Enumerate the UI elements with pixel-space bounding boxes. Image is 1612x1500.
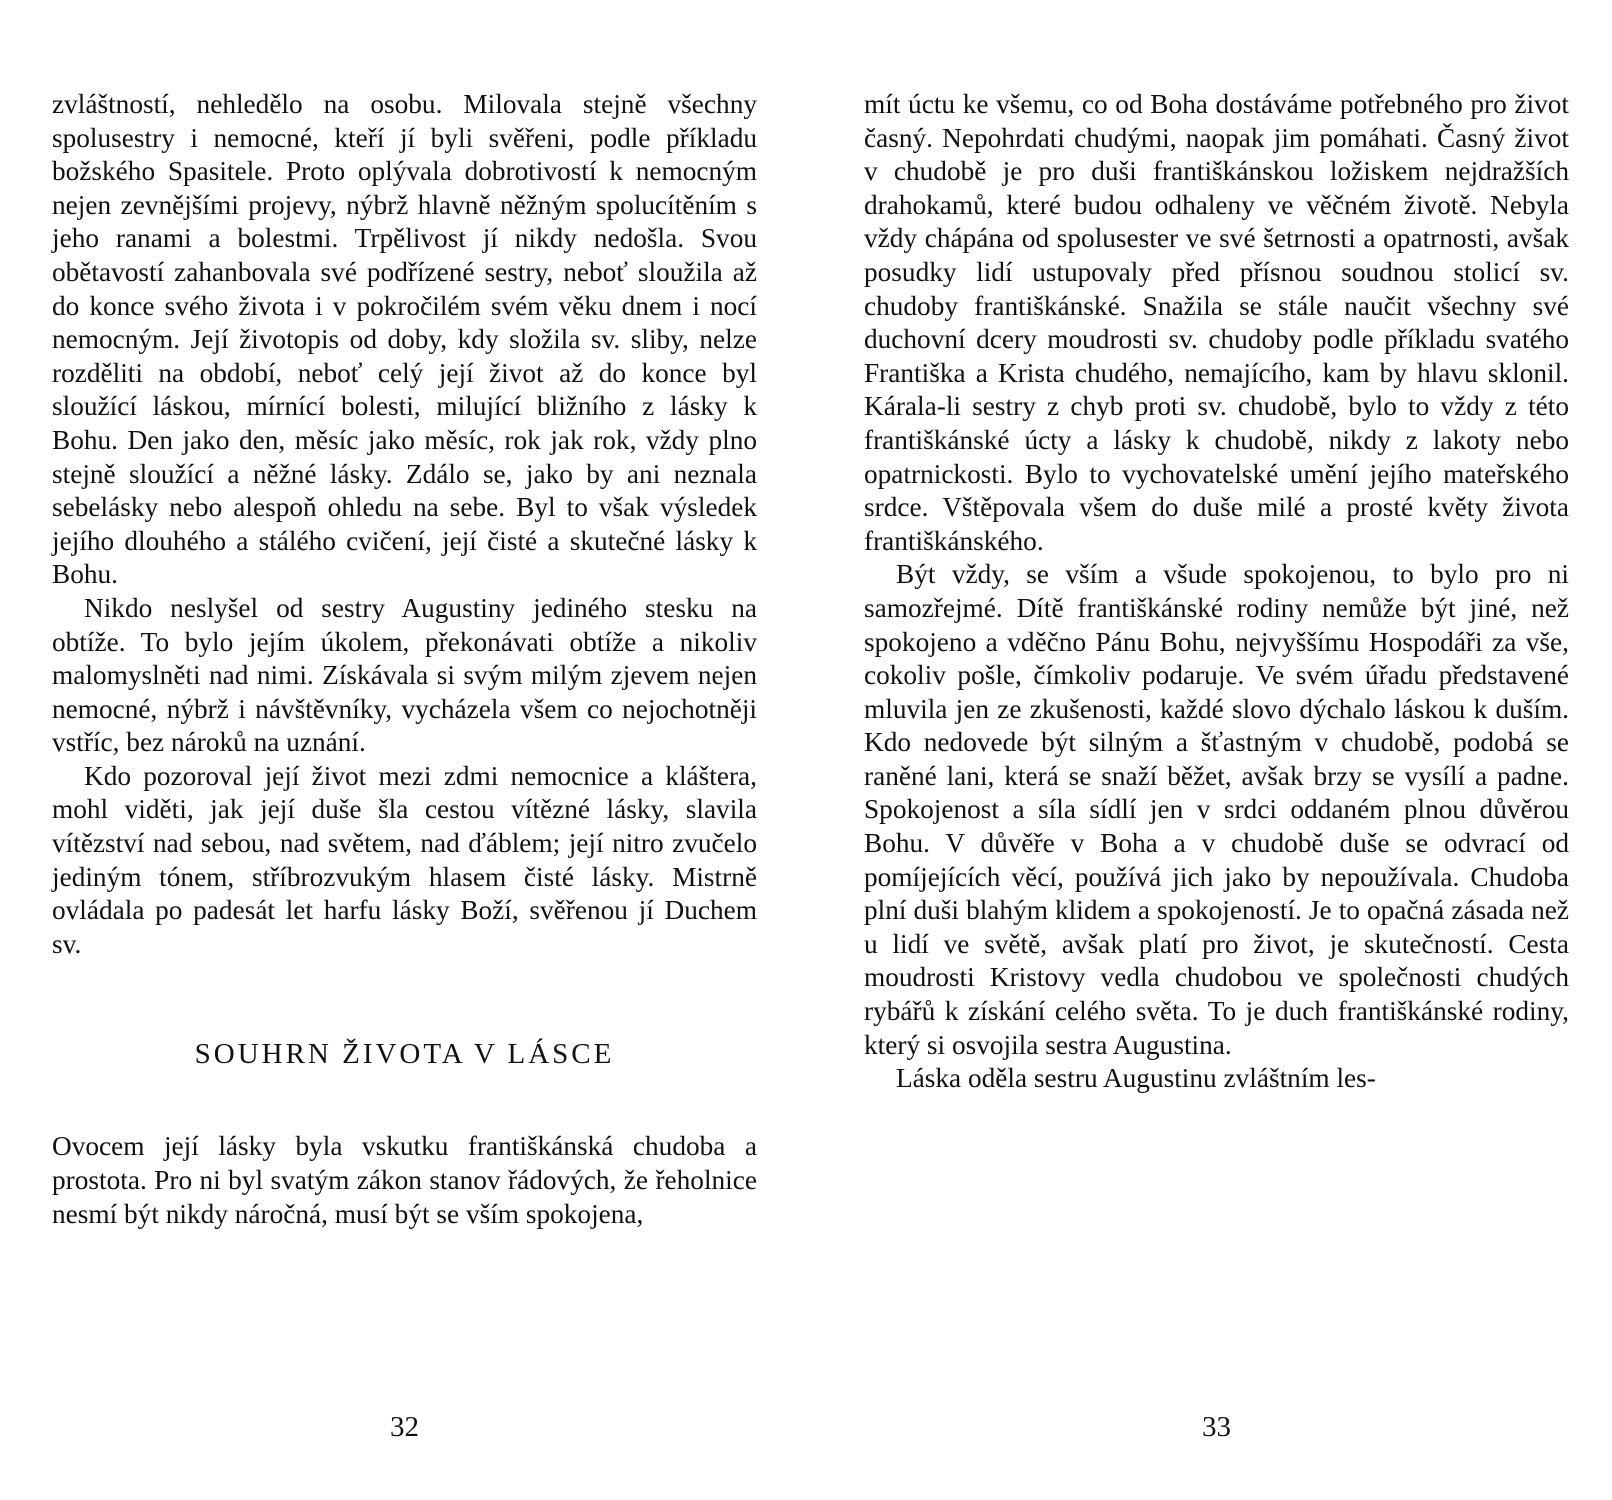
right-page — [864, 88, 1569, 1478]
left-page — [52, 88, 757, 1478]
paragraph: Kdo pozoroval její život mezi zdmi nemocnice a kláštera, mohl viděti, jak její duše šla cestou vítězné lásky, slavila vítězství nad sebou, nad světem, nad ďáblem; její nitro zvučelo jediným tónem, stříbrozvukým hlasem čisté lásky. Mistrně ovládala po padesát let harfu lásky Boží, svěřenou jí Duchem sv. — [52, 760, 757, 959]
paragraph: mít úctu ke všemu, co od Boha dostáváme potřebného pro život časný. Nepohrdati chudými, naopak jim pomáhati. Časný život v chudobě je pro duši františkánskou ložiskem nejdražších drahokamů, které budou odhaleny ve věčném životě. Nebyla vždy chápána od spolusester ve své šetrnosti a opatrnosti, avšak posudky lidí ustupovaly před přísnou soudnou stolicí sv. chudoby františkánské. Snažila se stále naučit všechny své duchovní dcery moudrosti sv. chudoby podle příkladu svatého Františka a Krista chudého, nemajícího, kam by hlavu sklonil. Kárala-li sestry z chyb proti sv. chudobě, bylo to vždy z této františkánské úcty a lásky k chudobě, nikdy z lakoty nebo opatrnickosti. Bylo to vychovatelské umění jejího mateřského srdce. Vštěpovala všem do duše milé a prosté květy života františkánského. — [864, 89, 1569, 556]
section-heading: SOUHRN ŽIVOTA V LÁSCE — [194, 1038, 615, 1071]
paragraph: Láska oděla sestru Augustinu zvláštním les- — [896, 1063, 1376, 1094]
paragraph: zvláštností, nehledělo na osobu. Milovala stejně všechny spolusestry i nemocné, kteří jí byli svěřeni, podle příkladu božského Spasitele. Proto oplývala dobrotivostí k nemocným nejen zevnějšími projevy, nýbrž hlavně něžným spolucítěním s jeho ranami a bolestmi. Trpělivost jí nikdy nedošla. Svou obětavostí zahanbovala své podřízené sestry, neboť sloužila až do konce svého života i v pokročilém svém věku dnem i nocí nemocným. Její životopis od doby, kdy složila sv. sliby, nelze rozděliti na období, neboť celý její život až do konce byl sloužící láskou, mírnící bolesti, milující bližního z lásky k Bohu. Den jako den, měsíc jako měsíc, rok jak rok, vždy plno stejně sloužící a něžné lásky. Zdálo se, jako by ani neznala sebelásky nebo alespoň ohledu na sebe. Byl to však výsledek jejího dlouhého a stálého cvičení, její čisté a skutečné lásky k Bohu. — [52, 89, 757, 590]
page-number-right: 33 — [1202, 1411, 1231, 1443]
page-number-left: 32 — [390, 1411, 419, 1443]
paragraph: Ovocem její lásky byla vskutku františkánská chudoba a prostota. Pro ni byl svatým zákon stanov řádových, že řeholnice nesmí být nikdy náročná, musí být se vším spokojena, — [52, 1131, 757, 1229]
paragraph: Nikdo neslyšel od sestry Augustiny jediného stesku na obtíže. To bylo jejím úkolem, překonávati obtíže a nikoliv malomyslněti nad nimi. Získávala si svým milým zjevem nejen nemocné, nýbrž i návštěvníky, vycházela všem co nejochotněji vstříc, bez nároků na uznání. — [52, 592, 757, 758]
paragraph: Být vždy, se vším a všude spokojenou, to bylo pro ni samozřejmé. Dítě františkánské rodiny nemůže být jiné, než spokojeno a vděčno Pánu Bohu, nejvyššímu Hospodáři za vše, cokoliv pošle, čímkoliv podaruje. Ve svém úřadu představené mluvila jen ze zkušenosti, každé slovo dýchalo láskou k duším. Kdo nedovede být silným a šťastným v chudobě, podobá se raněné lani, která se snaží běžet, avšak brzy se vysílí a padne. Spokojenost a síla sídlí jen v srdci oddaném plnou důvěrou Bohu. V důvěře v Boha a v chudobě duše se odvrací od pomíjejících věcí, používá jich jako by nepoužívala. Chudoba plní duši blahým klidem a spokojeností. Je to opačná zásada než u lidí ve světě, avšak platí pro život, je skutečností. Cesta moudrosti Kristovy vedla chudobou ve společnosti chudých rybářů k získání celého světa. To je duch františkánské rodiny, který si osvojila sestra Augustina. — [864, 559, 1569, 1060]
